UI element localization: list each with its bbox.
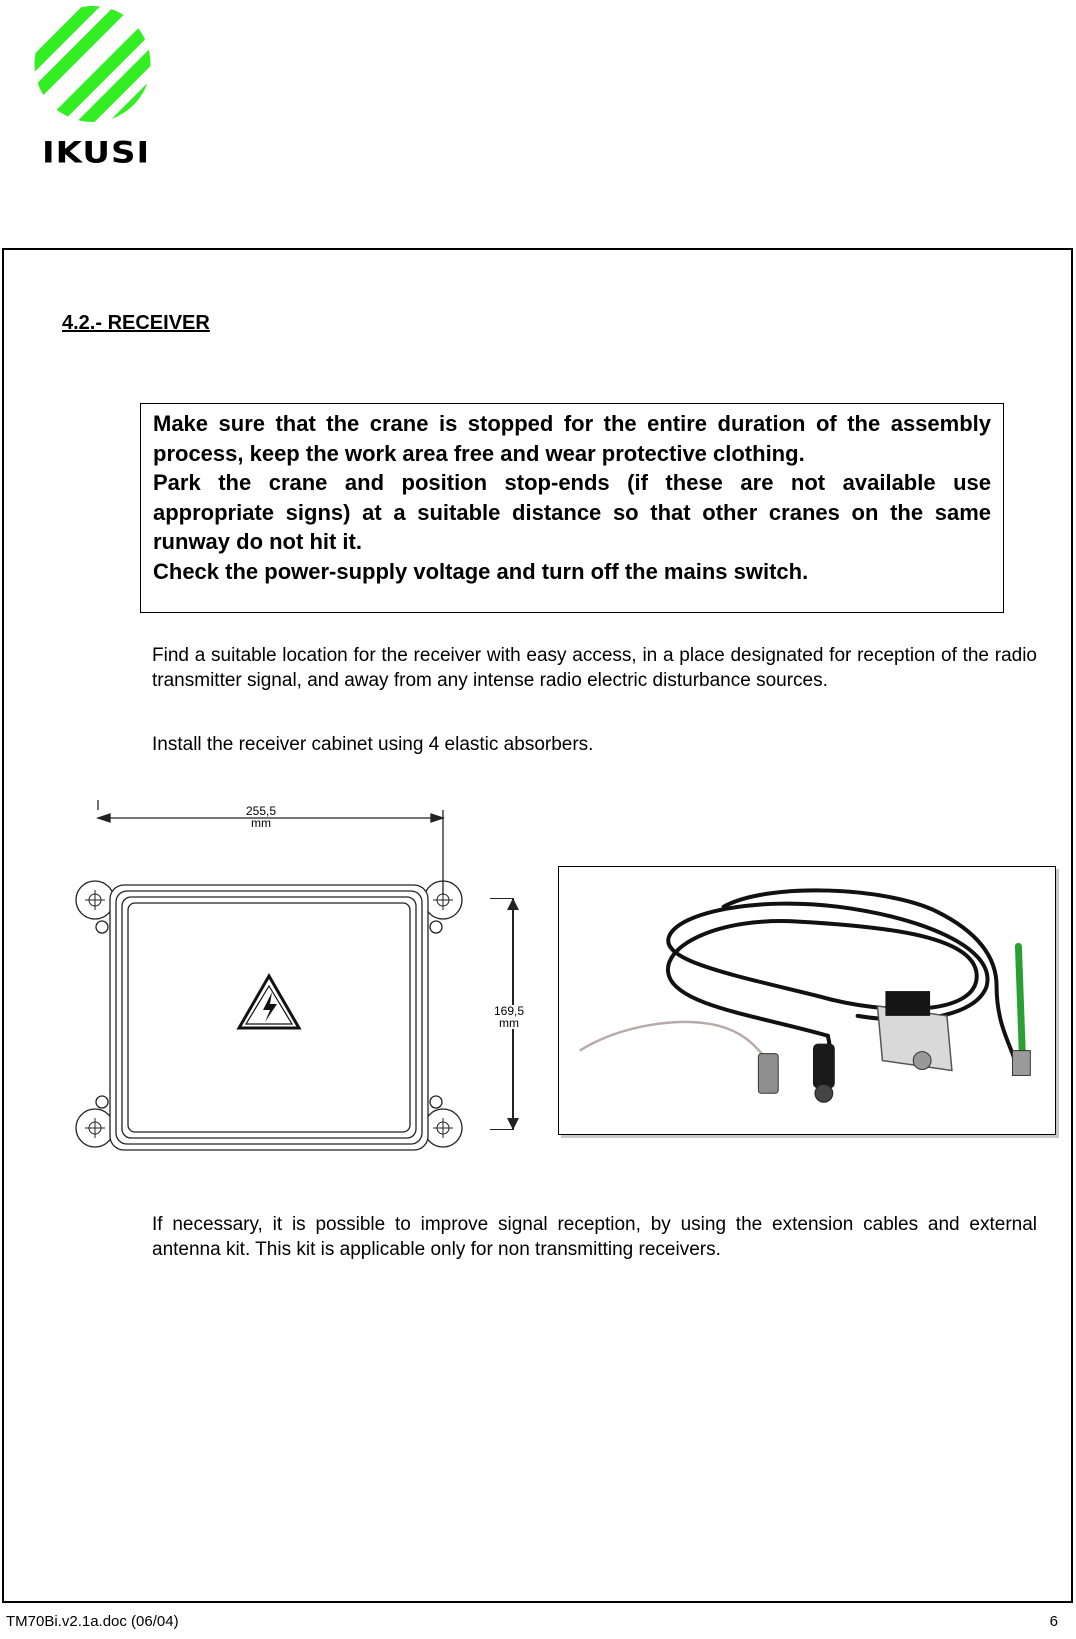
ikusi-logo bbox=[30, 4, 160, 174]
height-ext-bottom bbox=[490, 1129, 512, 1130]
paragraph-location: Find a suitable location for the receiver with easy access, in a place designated for reception of the radio transmitter signal, and away from any intense radio electric disturbance sources. bbox=[152, 645, 1037, 691]
cabinet-dimension-drawing bbox=[68, 800, 468, 1160]
cabinet-drawing-svg bbox=[68, 800, 468, 1160]
height-value: 169,5 bbox=[494, 1004, 525, 1018]
width-dimension-label bbox=[246, 805, 276, 829]
width-value: 255,5 bbox=[246, 804, 277, 818]
antenna-kit-illustration bbox=[559, 867, 1055, 1134]
footer-page-number: 6 bbox=[1049, 1613, 1058, 1630]
height-unit: mm bbox=[499, 1016, 520, 1030]
height-arrow-top bbox=[507, 898, 519, 910]
warning-line-1: Make sure that the crane is stopped for the entire duration of the assembly process, keep the work area free and wear protective clothing. bbox=[153, 411, 991, 466]
antenna-kit-photo bbox=[558, 866, 1056, 1135]
logo-globe-icon bbox=[30, 4, 155, 124]
paragraph-install: Install the receiver cabinet using 4 elastic absorbers. bbox=[152, 734, 594, 755]
warning-line-2: Park the crane and position stop-ends (if these are not available use appropriate signs) at a suitable distance so that other cranes on the same runway do not hit it. bbox=[153, 470, 991, 554]
footer-document-id: TM70Bi.v2.1a.doc (06/04) bbox=[6, 1613, 179, 1630]
paragraph-extension-kit: If necessary, it is possible to improve signal reception, by using the extension cables and external antenna kit. This kit is applicable only for non transmitting receivers. bbox=[152, 1214, 1037, 1260]
width-unit: mm bbox=[251, 816, 272, 830]
logo-wordmark: IKUSI bbox=[42, 136, 151, 170]
height-dimension-label bbox=[494, 1005, 524, 1029]
height-ext-top bbox=[490, 898, 512, 899]
safety-warning-box bbox=[140, 403, 1004, 613]
section-title: 4.2.- RECEIVER bbox=[62, 312, 210, 334]
warning-line-3: Check the power-supply voltage and turn off the mains switch. bbox=[153, 558, 809, 584]
